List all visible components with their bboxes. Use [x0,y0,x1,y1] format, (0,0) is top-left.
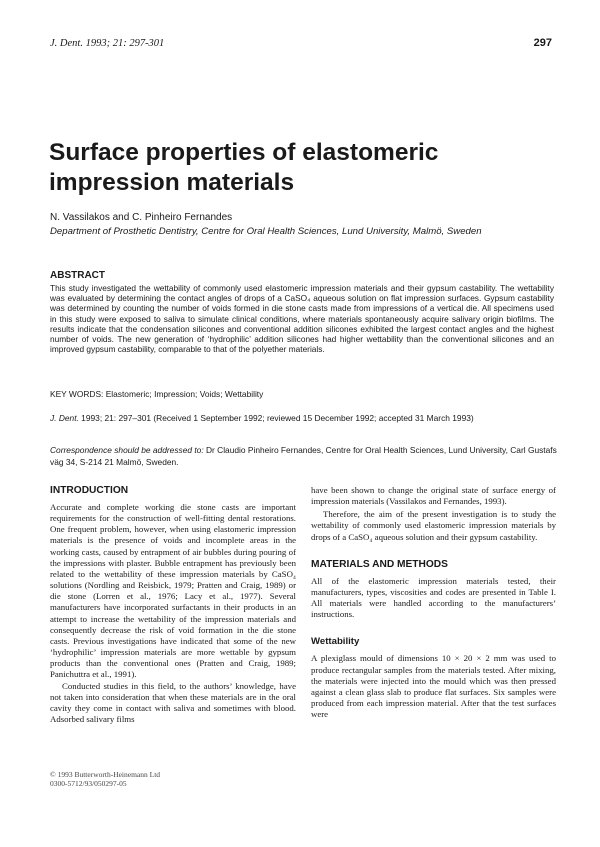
running-head [50,37,552,49]
affiliation: Department of Prosthetic Dentistry, Centre for Oral Health Sciences, Lund University, Malmö, Sweden [50,226,482,237]
introduction-paragraph-4: Therefore, the aim of the present investigation is to study the wettability of commonly used elastomeric impression materials by drops of a CaSO₄ aqueous solution and their gypsum castability. [311,509,556,542]
correspondence-address: Dr Claudio Pinheiro Fernandes, Centre for Oral Health Sciences, Lund University, Carl Gustafs väg 34, S-214 21 Malmö, Sweden. [50,445,557,467]
left-column [50,485,296,725]
right-column [311,485,556,720]
abstract-text: This study investigated the wettability of commonly used elastomeric impression materials and their gypsum castability. The wettability was evaluated by determining the contact angles of drops of a CaSO₄ aqueous solution on flat impression surfaces. Gypsum castability was determined by counting the number of voids formed in die stone casts made from impressions of a vertical die. All specimens used in this study were exposed to saliva to simulate clinical conditions, where materials spontaneously acquire salivary origin biofilms. The results indicate that the condensation silicones and conventional addition silicones exhibited the largest contact angles and the highest number of voids. The new generation of ‘hydrophilic’ addition silicones had higher wettability than the conventional silicones and an improved gypsum castability, comparable to that of the polyether materials. [50,283,554,355]
authors: N. Vassilakos and C. Pinheiro Fernandes [50,212,233,223]
introduction-paragraph-2: Conducted studies in this field, to the authors’ knowledge, have not taken into consideration that when these materials are in the oral cavity they come in contact with saliva and sometimes with blood. Adsorbed salivary films [50,680,296,724]
journal-reference: J. Dent. 1993; 21: 297-301 [50,38,165,49]
abstract-heading: ABSTRACT [50,270,105,281]
materials-methods-paragraph: All of the elastomeric impression materials tested, their manufacturers, types, viscosities and codes are presented in Table I. All materials were handled according to the manufacturers’ instructions. [311,575,556,620]
citation-journal: J. Dent. [50,413,79,423]
article-title: Surface properties of elastomeric impression materials [49,139,439,196]
wettability-paragraph: A plexiglass mould of dimensions 10 × 20 × 2 mm was used to produce rectangular samples from the materials tested. After mixing, the materials were injected into the mould which was then pressed against a clean glass slab to produce flat surfaces. Six samples were produced from each impression material. After that the test surfaces were [311,653,556,720]
copyright-notice: © 1993 Butterworth-Heinemann Ltd [50,770,161,779]
introduction-heading: INTRODUCTION [50,485,129,496]
introduction-paragraph-3: have been shown to change the original state of surface energy of impression materials (Vassilakos and Fernandes, 1993). [311,485,556,507]
citation-details: 1993; 21: 297–301 (Received 1 September 1992; reviewed 15 December 1992; accepted 31 March 1993) [78,413,474,423]
citation [50,413,500,425]
materials-methods-heading: MATERIALS AND METHODS [311,558,448,570]
introduction-paragraph-1: Accurate and complete working die stone casts are important requirements for the construction of well-fitting dental restorations. One frequent problem, however, when using elastomeric impression materials is the presence of voids and incomplete areas in the working casts, caused by entrapment of air bubbles during pouring of the impressions with plaster. Bubble entrapment has previously been related to the wettability of these impression materials by CaSO₄ solutions (Nordling and Reisbick, 1979; Pratten and Craig, 1989) or die stone (Lorren et al., 1976; Lacy et al., 1977). Several manufacturers have incorporated surfactants in their products in an attempt to increase the wettability of the impression materials and consequently decrease the risk of void formation in the die stone casts. Previous investigations have indicated that some of the new ‘hydrophilic’ impression materials are more wettable by gypsum products than the conventional ones (Pratten and Craig, 1989; Panichuttra et al., 1991). [50,502,296,680]
wettability-heading: Wettability [311,636,360,648]
keywords: KEY WORDS: Elastomeric; Impression; Voids; Wettability [50,389,264,399]
correspondence-label: Correspondence should be addressed to: [50,445,204,455]
correspondence [50,445,560,468]
issn-code: 0300-5712/93/050297-05 [50,779,127,788]
page-number: 297 [533,37,552,49]
footer [50,770,160,788]
